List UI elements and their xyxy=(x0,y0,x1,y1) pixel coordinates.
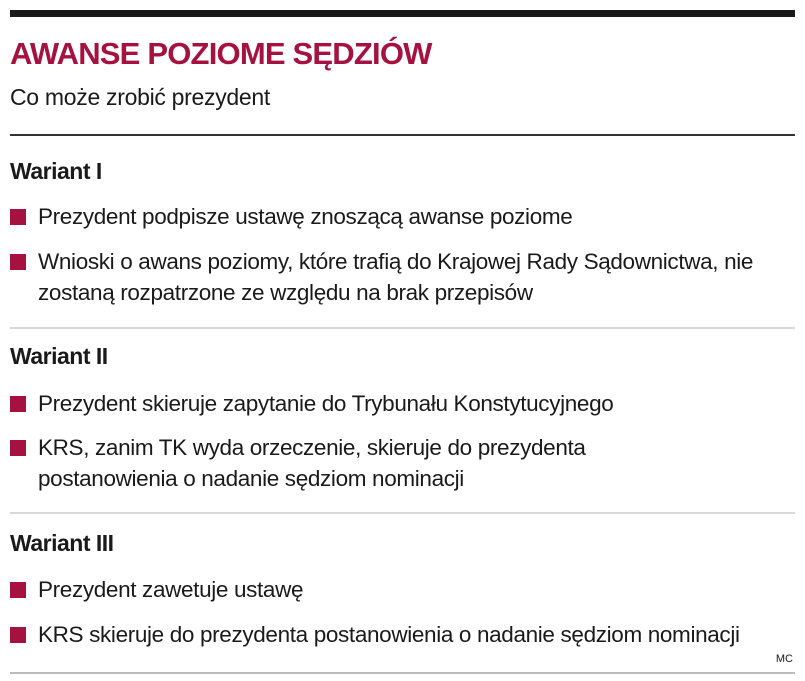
item-text: Prezydent zawetuje ustawę xyxy=(38,577,304,602)
item-text: KRS, zanim TK wyda orzeczenie, skieruje do prezydenta postanowienia o nadanie sędziom nominacji xyxy=(38,435,586,491)
item-text: Prezydent podpisze ustawę znoszącą awanse poziome xyxy=(38,204,573,229)
bullet-square-icon xyxy=(10,254,26,270)
item-text: KRS skieruje do prezydenta postanowienia o nadanie sędziom nominacji xyxy=(38,622,740,647)
variant-heading: Wariant I xyxy=(10,158,102,184)
page-subtitle: Co może zrobić prezydent xyxy=(10,84,270,110)
list-item xyxy=(10,619,805,650)
top-bar xyxy=(10,10,795,17)
bullet-square-icon xyxy=(10,582,26,598)
bullet-square-icon xyxy=(10,440,26,456)
variant-heading: Wariant III xyxy=(10,530,114,556)
bottom-divider xyxy=(10,672,795,674)
list-item xyxy=(10,432,655,494)
bullet-square-icon xyxy=(10,627,26,643)
header-divider xyxy=(10,134,795,136)
list-item xyxy=(10,388,795,419)
item-text: Prezydent skieruje zapytanie do Trybunału Konstytucyjnego xyxy=(38,391,614,416)
bullet-square-icon xyxy=(10,209,26,225)
variant-heading: Wariant II xyxy=(10,343,108,369)
list-item xyxy=(10,201,795,232)
divider xyxy=(10,512,795,514)
bullet-square-icon xyxy=(10,396,26,412)
divider xyxy=(10,327,795,329)
list-item xyxy=(10,574,795,605)
item-text: Wnioski o awans poziomy, które trafią do Krajowej Rady Sądownictwa, nie zostaną rozpatrzone ze względu na brak przepisów xyxy=(38,249,754,305)
page-title: AWANSE POZIOME SĘDZIÓW xyxy=(10,36,432,71)
list-item xyxy=(10,246,775,308)
author-credit: MC xyxy=(775,653,793,665)
